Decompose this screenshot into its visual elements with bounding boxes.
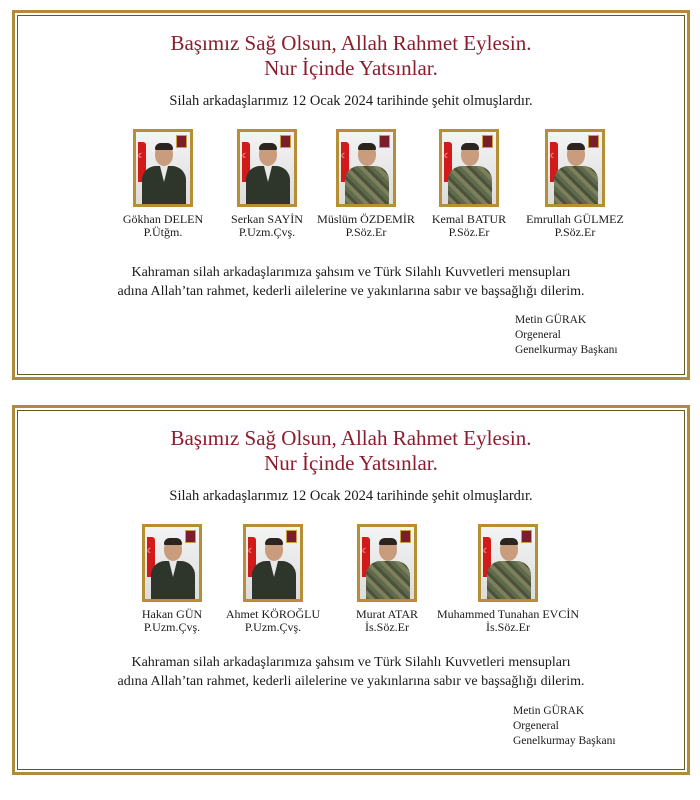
portrait-photo xyxy=(237,129,297,207)
portrait-photo xyxy=(545,129,605,207)
portrait-photo xyxy=(478,524,538,602)
person-rank: P.Uzm.Çvş. xyxy=(238,225,296,239)
card-subtitle: Silah arkadaşlarımız 12 Ocak 2024 tarihinde şehit olmuşlardır. xyxy=(169,93,533,109)
person-rank: İs.Söz.Er xyxy=(486,620,530,634)
message-line-1: Kahraman silah arkadaşlarımıza şahsım ve Türk Silahlı Kuvvetleri mensupları xyxy=(131,655,571,670)
emblem-icon xyxy=(176,135,187,148)
signature-block xyxy=(515,313,618,358)
person-rank: İs.Söz.Er xyxy=(365,620,409,634)
condolence-message xyxy=(15,263,687,301)
title-line-1: Başımız Sağ Olsun, Allah Rahmet Eylesin. xyxy=(170,31,532,55)
emblem-icon xyxy=(400,530,411,543)
portrait-photo xyxy=(133,129,193,207)
person-card xyxy=(208,524,338,634)
person-name: Hakan GÜN xyxy=(141,607,203,621)
person-name: Müslüm ÖZDEMİR xyxy=(317,212,415,226)
signature-title: Genelkurmay Başkanı xyxy=(513,735,616,747)
card-title xyxy=(15,426,687,476)
person-card xyxy=(322,524,452,634)
portrait-photo xyxy=(336,129,396,207)
message-line-2: adına Allah’tan rahmet, kederli ailelerine ve yakınlarına sabır ve başsağlığı dilerim. xyxy=(117,674,585,689)
condolence-card-1 xyxy=(12,10,690,380)
person-card xyxy=(435,524,581,634)
title-line-2: Nur İçinde Yatsınlar. xyxy=(264,451,438,475)
message-line-2: adına Allah’tan rahmet, kederli ailelerine ve yakınlarına sabır ve başsağlığı dilerim. xyxy=(117,284,585,299)
signature-name: Metin GÜRAK xyxy=(515,314,587,326)
signature-rank: Orgeneral xyxy=(515,329,561,341)
person-card xyxy=(510,129,640,239)
message-line-1: Kahraman silah arkadaşlarımıza şahsım ve Türk Silahlı Kuvvetleri mensupları xyxy=(131,265,571,280)
person-rank: P.Söz.Er xyxy=(554,225,596,239)
person-name: Gökhan DELEN xyxy=(122,212,204,226)
emblem-icon xyxy=(379,135,390,148)
person-name: Ahmet KÖROĞLU xyxy=(225,607,321,621)
signature-block xyxy=(513,704,616,749)
condolence-message xyxy=(15,653,687,691)
emblem-icon xyxy=(185,530,196,543)
signature-title: Genelkurmay Başkanı xyxy=(515,344,618,356)
emblem-icon xyxy=(482,135,493,148)
portrait-photo xyxy=(439,129,499,207)
condolence-card-2 xyxy=(12,405,690,775)
card-title xyxy=(15,31,687,81)
person-rank: P.Söz.Er xyxy=(448,225,490,239)
person-rank: P.Uzm.Çvş. xyxy=(143,620,201,634)
emblem-icon xyxy=(588,135,599,148)
person-name: Muhammed Tunahan EVCİN xyxy=(437,607,579,621)
signature-rank: Orgeneral xyxy=(513,720,559,732)
emblem-icon xyxy=(280,135,291,148)
portrait-photo xyxy=(357,524,417,602)
person-name: Kemal BATUR xyxy=(431,212,507,226)
title-line-1: Başımız Sağ Olsun, Allah Rahmet Eylesin. xyxy=(170,426,532,450)
signature-name: Metin GÜRAK xyxy=(513,705,585,717)
person-rank: P.Ütğm. xyxy=(143,225,183,239)
person-rank: P.Söz.Er xyxy=(345,225,387,239)
person-name: Emrullah GÜLMEZ xyxy=(526,212,624,226)
person-name: Murat ATAR xyxy=(355,607,419,621)
emblem-icon xyxy=(286,530,297,543)
emblem-icon xyxy=(521,530,532,543)
portrait-photo xyxy=(142,524,202,602)
card-subtitle: Silah arkadaşlarımız 12 Ocak 2024 tarihinde şehit olmuşlardır. xyxy=(169,488,533,504)
title-line-2: Nur İçinde Yatsınlar. xyxy=(264,56,438,80)
person-rank: P.Uzm.Çvş. xyxy=(244,620,302,634)
portrait-photo xyxy=(243,524,303,602)
person-name: Serkan SAYİN xyxy=(231,212,303,226)
